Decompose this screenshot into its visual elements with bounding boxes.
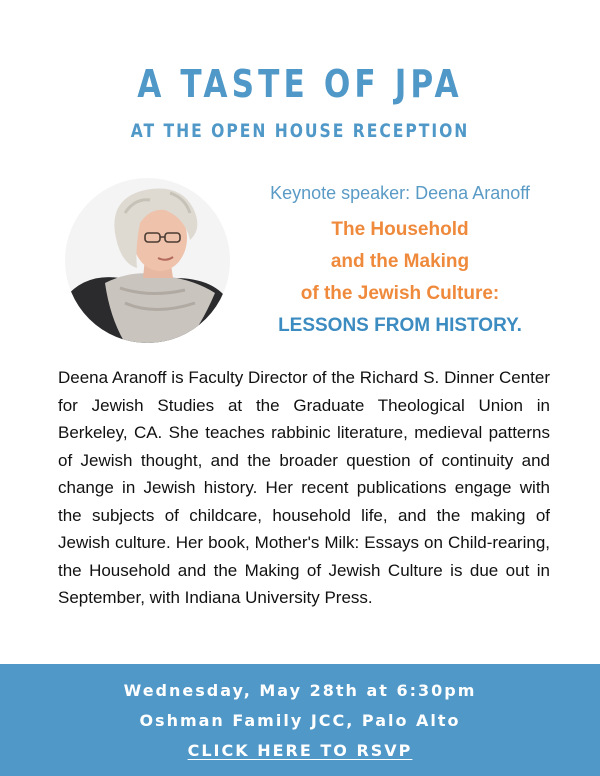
keynote-label: Keynote speaker: Deena Aranoff	[270, 183, 530, 203]
speaker-portrait-icon	[65, 178, 230, 343]
event-location: Oshman Family JCC, Palo Alto	[139, 711, 461, 730]
event-footer	[0, 664, 600, 776]
talk-title-line-1: The Household	[331, 219, 469, 240]
page-subtitle: AT THE OPEN HOUSE RECEPTION	[130, 120, 470, 142]
event-date-time: Wednesday, May 28th at 6:30pm	[123, 681, 477, 700]
talk-title-line-3: of the Jewish Culture:	[300, 283, 500, 304]
page-title: A TASTE OF JPA	[137, 62, 463, 106]
talk-subtitle: LESSONS FROM HISTORY.	[278, 315, 522, 336]
speaker-portrait	[65, 178, 230, 343]
rsvp-link[interactable]: CLICK HERE TO RSVP	[187, 741, 413, 760]
speaker-bio: Deena Aranoff is Faculty Director of the Richard S. Dinner Center for Jewish Studies at the Graduate Theological Union in Berkeley, CA. She teaches rabbinic literature, medieval patterns of Jewish thought, and the broader question of continuity and change in Jewish history. Her recent publications engage with the subjects of childcare, household life, and the making of Jewish culture. Her book, Mother's Milk: Essays on Child-rearing, the Household and the Making of Jewish Culture is due out in September, with Indiana University Press.	[58, 368, 550, 607]
speaker-block	[230, 180, 570, 342]
talk-title-line-2: and the Making	[330, 251, 470, 272]
